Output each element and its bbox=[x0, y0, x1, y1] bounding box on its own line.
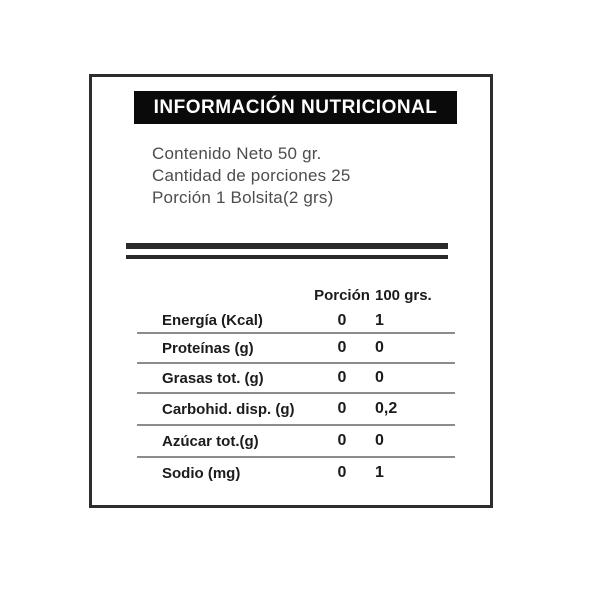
nutrient-porcion-value: 0 bbox=[337, 464, 347, 481]
table-row bbox=[137, 426, 455, 458]
table-row bbox=[137, 364, 455, 394]
nutrition-label-panel bbox=[89, 74, 493, 508]
column-header-porcion: Porción bbox=[314, 287, 370, 304]
nutrient-per100-value: 0,2 bbox=[375, 400, 398, 417]
nutrient-porcion-value: 0 bbox=[337, 432, 347, 449]
nutrient-per100-value: 1 bbox=[375, 311, 384, 329]
label-title-bar bbox=[134, 91, 457, 124]
table-header-row bbox=[137, 282, 455, 309]
column-header-100grs: 100 grs. bbox=[375, 287, 432, 304]
servings-count-line: Cantidad de porciones 25 bbox=[152, 166, 351, 185]
nutrient-per100-value: 0 bbox=[375, 369, 384, 386]
nutrient-porcion-value: 0 bbox=[337, 369, 347, 386]
table-row bbox=[137, 458, 455, 488]
nutrient-porcion-value: 0 bbox=[337, 400, 347, 417]
table-row bbox=[137, 334, 455, 364]
nutrient-name: Energía (Kcal) bbox=[162, 312, 263, 329]
nutrient-per100-value: 1 bbox=[375, 464, 384, 481]
nutrient-name: Proteínas (g) bbox=[162, 339, 254, 357]
divider-thick-rule bbox=[126, 243, 448, 249]
meta-lines bbox=[152, 143, 351, 209]
nutrient-name: Grasas tot. (g) bbox=[162, 369, 264, 387]
divider-thin-rule bbox=[126, 255, 448, 259]
nutrient-name: Carbohid. disp. (g) bbox=[162, 400, 295, 418]
net-content-line: Contenido Neto 50 gr. bbox=[152, 144, 322, 163]
nutrition-table bbox=[137, 282, 455, 488]
nutrient-name: Sodio (mg) bbox=[162, 464, 241, 482]
nutrient-name: Azúcar tot.(g) bbox=[162, 432, 259, 450]
nutrient-porcion-value: 0 bbox=[337, 311, 347, 329]
nutrient-per100-value: 0 bbox=[375, 432, 384, 449]
serving-size-line: Porción 1 Bolsita(2 grs) bbox=[152, 188, 334, 207]
nutrient-per100-value: 0 bbox=[375, 339, 384, 356]
nutrient-porcion-value: 0 bbox=[337, 339, 347, 356]
label-title: INFORMACIÓN NUTRICIONAL bbox=[153, 96, 438, 118]
table-row bbox=[137, 309, 455, 334]
table-row bbox=[137, 394, 455, 426]
